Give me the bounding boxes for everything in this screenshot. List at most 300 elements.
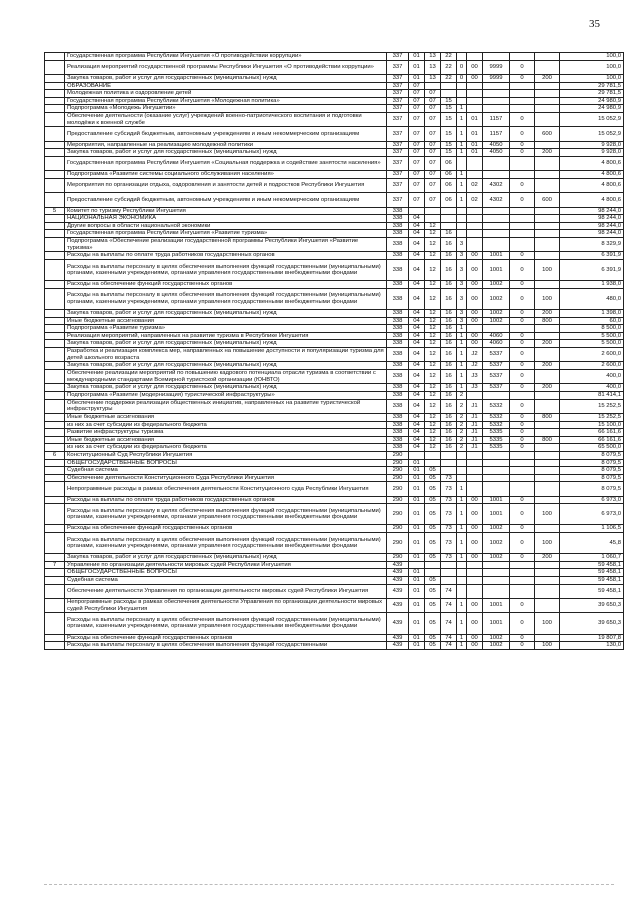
expense-type-code: 200 (535, 149, 560, 157)
event-code (467, 53, 483, 61)
row-number (45, 230, 65, 238)
expense-subcode: 0 (510, 281, 535, 289)
subsection-code: 12 (425, 222, 441, 230)
subprogram-code (457, 82, 467, 90)
subprogram-code: 0 (457, 74, 467, 82)
section-code: 04 (409, 362, 425, 370)
expense-type-code (535, 369, 560, 383)
subprogram-code: 2 (457, 444, 467, 452)
amount: 98 244,0 (560, 222, 624, 230)
subsection-code: 05 (425, 496, 441, 504)
subprogram-code: 1 (457, 599, 467, 613)
direction-code (483, 561, 510, 569)
subprogram-code (457, 474, 467, 482)
subsection-code: 05 (425, 533, 441, 554)
program-code (441, 90, 457, 98)
row-number: 5 (45, 207, 65, 215)
table-row (45, 141, 624, 149)
program-code: 06 (441, 193, 457, 207)
table-row (45, 482, 624, 496)
subprogram-code: 3 (457, 288, 467, 309)
amount: 1 398,0 (560, 310, 624, 318)
section-code: 04 (409, 260, 425, 281)
row-number (45, 577, 65, 585)
amount: 24 980,9 (560, 105, 624, 113)
subprogram-code: 1 (457, 504, 467, 525)
expense-subcode (510, 207, 535, 215)
amount: 66 161,6 (560, 429, 624, 437)
section-code (409, 207, 425, 215)
expense-type-code (535, 496, 560, 504)
program-code: 22 (441, 53, 457, 61)
program-code: 16 (441, 362, 457, 370)
expense-subcode (510, 451, 535, 459)
direction-code (483, 459, 510, 467)
program-code: 15 (441, 97, 457, 105)
direction-code: 1002 (483, 310, 510, 318)
amount: 59 458,1 (560, 577, 624, 585)
table-row (45, 577, 624, 585)
expense-type-code (535, 156, 560, 170)
row-name: Управление по организации деятельности мировых судей Республики Ингушетия (65, 561, 387, 569)
row-number (45, 569, 65, 577)
amount: 39 650,3 (560, 613, 624, 634)
expense-type-code: 200 (535, 384, 560, 392)
section-code: 07 (409, 127, 425, 141)
expense-subcode: 0 (510, 429, 535, 437)
row-name: Закупка товаров, работ и услуг для государственных (муниципальных) нужд (65, 384, 387, 392)
direction-code (483, 451, 510, 459)
grbs-code: 338 (387, 421, 409, 429)
program-code: 16 (441, 369, 457, 383)
subsection-code: 07 (425, 105, 441, 113)
amount: 29 781,5 (560, 82, 624, 90)
event-code: 00 (467, 504, 483, 525)
subsection-code: 12 (425, 413, 441, 421)
expense-type-code (535, 90, 560, 98)
grbs-code: 338 (387, 260, 409, 281)
event-code: 00 (467, 288, 483, 309)
row-number (45, 584, 65, 598)
direction-code: 5337 (483, 369, 510, 383)
grbs-code: 338 (387, 281, 409, 289)
row-name: Подпрограмма «Обеспечение реализации государственной программы Республики Ингушетия «Развитие туризма» (65, 238, 387, 252)
event-code: 00 (467, 525, 483, 533)
table-row (45, 413, 624, 421)
direction-code: 1001 (483, 613, 510, 634)
row-number (45, 325, 65, 333)
program-code: 16 (441, 413, 457, 421)
program-code: 06 (441, 156, 457, 170)
expense-type-code: 200 (535, 362, 560, 370)
section-code: 04 (409, 281, 425, 289)
row-number (45, 310, 65, 318)
direction-code: 9999 (483, 74, 510, 82)
subprogram-code: 1 (457, 171, 467, 179)
expense-subcode: 0 (510, 436, 535, 444)
row-name: Иные бюджетные ассигнования (65, 317, 387, 325)
expense-type-code (535, 525, 560, 533)
section-code: 07 (409, 193, 425, 207)
direction-code: 1002 (483, 642, 510, 650)
subsection-code: 12 (425, 281, 441, 289)
direction-code: 1001 (483, 599, 510, 613)
expense-subcode (510, 82, 535, 90)
row-name: Предоставление субсидий бюджетным, автономным учреждениям и иным некоммерческим организациям (65, 127, 387, 141)
amount: 8 079,5 (560, 467, 624, 475)
table-row (45, 525, 624, 533)
expense-subcode: 0 (510, 252, 535, 260)
grbs-code: 338 (387, 215, 409, 223)
expense-subcode (510, 391, 535, 399)
direction-code (483, 222, 510, 230)
row-number (45, 260, 65, 281)
row-name: Мероприятия по организации отдыха, оздоровления и занятости детей и подростков Республики Ингушетия (65, 178, 387, 192)
section-code: 01 (409, 459, 425, 467)
event-code: 00 (467, 634, 483, 642)
expense-type-code: 100 (535, 613, 560, 634)
section-code: 01 (409, 60, 425, 74)
amount: 4 800,6 (560, 178, 624, 192)
subsection-code (425, 459, 441, 467)
grbs-code: 337 (387, 112, 409, 126)
amount: 5 500,0 (560, 340, 624, 348)
direction-code: 5332 (483, 399, 510, 413)
grbs-code: 439 (387, 569, 409, 577)
row-name: Судебная система (65, 577, 387, 585)
grbs-code: 338 (387, 362, 409, 370)
subsection-code: 05 (425, 642, 441, 650)
subprogram-code: 3 (457, 252, 467, 260)
direction-code: 5335 (483, 436, 510, 444)
row-name: Государственная программа Республики Ингушетия «Социальная поддержка и содействие занятости населения» (65, 156, 387, 170)
subprogram-code (457, 467, 467, 475)
row-name: Закупка товаров, работ и услуг для государственных (муниципальных) нужд (65, 149, 387, 157)
section-code: 07 (409, 105, 425, 113)
subsection-code: 05 (425, 613, 441, 634)
row-number (45, 504, 65, 525)
program-code: 16 (441, 230, 457, 238)
amount: 59 458,1 (560, 561, 624, 569)
row-number (45, 215, 65, 223)
expense-subcode: 0 (510, 369, 535, 383)
expense-type-code: 800 (535, 413, 560, 421)
subsection-code: 12 (425, 288, 441, 309)
row-number (45, 222, 65, 230)
grbs-code: 439 (387, 642, 409, 650)
row-number (45, 149, 65, 157)
subprogram-code: 3 (457, 281, 467, 289)
row-name: Конституционный Суд Республики Ингушетия (65, 451, 387, 459)
program-code: 15 (441, 141, 457, 149)
direction-code (483, 171, 510, 179)
grbs-code: 338 (387, 310, 409, 318)
event-code: 00 (467, 613, 483, 634)
expense-type-code: 200 (535, 554, 560, 562)
row-name: Расходы на выплаты персоналу в целях обеспечения выполнения функций государственными (муниципальными) органами, казенными учреждениями, органами управления государственными внебюджетными фондами (65, 504, 387, 525)
row-number (45, 332, 65, 340)
section-code: 04 (409, 369, 425, 383)
expense-type-code (535, 171, 560, 179)
program-code: 16 (441, 429, 457, 437)
expense-subcode: 0 (510, 642, 535, 650)
section-code: 01 (409, 74, 425, 82)
section-code (409, 451, 425, 459)
table-row (45, 421, 624, 429)
subsection-code: 05 (425, 525, 441, 533)
subprogram-code: 3 (457, 310, 467, 318)
expense-subcode (510, 561, 535, 569)
subprogram-code: 2 (457, 436, 467, 444)
table-row (45, 252, 624, 260)
table-row (45, 391, 624, 399)
expense-type-code (535, 474, 560, 482)
amount: 1 060,7 (560, 554, 624, 562)
expense-subcode: 0 (510, 260, 535, 281)
grbs-code: 290 (387, 474, 409, 482)
event-code: 01 (467, 141, 483, 149)
row-number (45, 347, 65, 361)
program-code: 15 (441, 105, 457, 113)
row-number (45, 362, 65, 370)
expense-subcode: 0 (510, 317, 535, 325)
subsection-code: 05 (425, 577, 441, 585)
row-number (45, 467, 65, 475)
event-code: J1 (467, 444, 483, 452)
expense-subcode (510, 97, 535, 105)
grbs-code: 439 (387, 584, 409, 598)
expense-subcode (510, 482, 535, 496)
row-name: Предоставление субсидий бюджетным, автономным учреждениям и иным некоммерческим организациям (65, 193, 387, 207)
section-code: 04 (409, 230, 425, 238)
section-code: 01 (409, 642, 425, 650)
row-name: ОБЩЕГОСУДАРСТВЕННЫЕ ВОПРОСЫ (65, 459, 387, 467)
subprogram-code: 3 (457, 260, 467, 281)
event-code (467, 105, 483, 113)
row-number (45, 634, 65, 642)
event-code (467, 467, 483, 475)
amount: 2 600,0 (560, 362, 624, 370)
expense-subcode (510, 238, 535, 252)
event-code: 00 (467, 310, 483, 318)
row-number (45, 141, 65, 149)
grbs-code: 338 (387, 230, 409, 238)
amount: 81 414,1 (560, 391, 624, 399)
expense-subcode: 0 (510, 554, 535, 562)
event-code (467, 584, 483, 598)
section-code: 04 (409, 340, 425, 348)
subprogram-code (457, 215, 467, 223)
direction-code (483, 230, 510, 238)
subprogram-code: 1 (457, 613, 467, 634)
table-row (45, 238, 624, 252)
row-number (45, 105, 65, 113)
row-name: Расходы на выплаты персоналу в целях обеспечения выполнения функций государственными (муниципальными) органами, казенными учреждениями, органами управления государственными внебюджетными фондами (65, 288, 387, 309)
budget-table (44, 52, 624, 650)
expense-type-code (535, 325, 560, 333)
direction-code: 4060 (483, 340, 510, 348)
subprogram-code: 1 (457, 634, 467, 642)
expense-subcode: 0 (510, 599, 535, 613)
row-name: ОБРАЗОВАНИЕ (65, 82, 387, 90)
event-code (467, 222, 483, 230)
section-code: 04 (409, 436, 425, 444)
subprogram-code: 1 (457, 178, 467, 192)
row-name: Государственная программа Республики Ингушетия «О противодействии коррупции» (65, 53, 387, 61)
expense-type-code (535, 444, 560, 452)
program-code (441, 569, 457, 577)
event-code (467, 156, 483, 170)
expense-type-code (535, 252, 560, 260)
expense-subcode (510, 53, 535, 61)
event-code (467, 238, 483, 252)
row-number (45, 74, 65, 82)
row-name: Непрограммные расходы в рамках обеспечения деятельности Управления по организации деятельности мировых судей Республики Ингушетия (65, 599, 387, 613)
program-code: 73 (441, 504, 457, 525)
amount: 15 100,0 (560, 421, 624, 429)
subprogram-code (457, 561, 467, 569)
event-code: 00 (467, 332, 483, 340)
expense-subcode: 0 (510, 525, 535, 533)
event-code: J2 (467, 347, 483, 361)
row-number (45, 281, 65, 289)
row-number (45, 642, 65, 650)
program-code: 16 (441, 238, 457, 252)
event-code: 02 (467, 178, 483, 192)
expense-subcode (510, 90, 535, 98)
expense-subcode: 0 (510, 496, 535, 504)
page-bottom-divider (44, 884, 614, 885)
row-name: Другие вопросы в области национальной экономики (65, 222, 387, 230)
table-row (45, 53, 624, 61)
expense-type-code (535, 60, 560, 74)
subsection-code: 12 (425, 362, 441, 370)
subprogram-code: 3 (457, 238, 467, 252)
grbs-code: 290 (387, 533, 409, 554)
program-code: 16 (441, 340, 457, 348)
section-code: 04 (409, 444, 425, 452)
program-code (441, 222, 457, 230)
row-name: Обеспечение деятельности Управления по организации деятельности мировых судей Республики Ингушетия (65, 584, 387, 598)
subprogram-code (457, 230, 467, 238)
subprogram-code (457, 584, 467, 598)
program-code: 16 (441, 421, 457, 429)
event-code: 00 (467, 599, 483, 613)
page-number: 35 (589, 18, 600, 30)
row-name: Расходы на выплаты по оплате труда работников государственных органов (65, 496, 387, 504)
row-number (45, 193, 65, 207)
grbs-code: 338 (387, 399, 409, 413)
subsection-code: 12 (425, 436, 441, 444)
expense-subcode (510, 222, 535, 230)
subprogram-code (457, 97, 467, 105)
table-row (45, 193, 624, 207)
event-code (467, 325, 483, 333)
section-code: 01 (409, 584, 425, 598)
direction-code: 5335 (483, 429, 510, 437)
table-row (45, 436, 624, 444)
expense-type-code (535, 347, 560, 361)
section-code: 01 (409, 467, 425, 475)
event-code: 00 (467, 554, 483, 562)
subsection-code: 12 (425, 347, 441, 361)
subprogram-code: 1 (457, 384, 467, 392)
grbs-code: 337 (387, 53, 409, 61)
amount: 98 244,0 (560, 215, 624, 223)
row-name: Государственная программа Республики Ингушетия «Молодежная политика» (65, 97, 387, 105)
program-code: 16 (441, 310, 457, 318)
event-code: 01 (467, 149, 483, 157)
expense-type-code (535, 561, 560, 569)
amount: 480,0 (560, 288, 624, 309)
program-code (441, 561, 457, 569)
expense-subcode: 0 (510, 149, 535, 157)
direction-code: 4050 (483, 149, 510, 157)
row-name: Подпрограмма «Развитие системы социального обслуживания населения» (65, 171, 387, 179)
subsection-code: 07 (425, 90, 441, 98)
expense-type-code (535, 391, 560, 399)
section-code (409, 561, 425, 569)
row-number (45, 421, 65, 429)
row-number (45, 482, 65, 496)
program-code: 73 (441, 525, 457, 533)
expense-subcode: 0 (510, 444, 535, 452)
expense-subcode: 0 (510, 347, 535, 361)
expense-type-code (535, 399, 560, 413)
table-row (45, 451, 624, 459)
row-number (45, 399, 65, 413)
event-code: J3 (467, 384, 483, 392)
grbs-code: 338 (387, 325, 409, 333)
event-code: 00 (467, 317, 483, 325)
event-code: J1 (467, 436, 483, 444)
expense-subcode: 0 (510, 504, 535, 525)
grbs-code: 439 (387, 634, 409, 642)
amount: 8 079,5 (560, 459, 624, 467)
subsection-code: 05 (425, 467, 441, 475)
subprogram-code: 1 (457, 105, 467, 113)
expense-subcode: 0 (510, 112, 535, 126)
expense-subcode (510, 577, 535, 585)
row-name: Иные бюджетные ассигнования (65, 413, 387, 421)
direction-code (483, 238, 510, 252)
program-code: 22 (441, 74, 457, 82)
amount: 59 458,1 (560, 584, 624, 598)
subprogram-code: 1 (457, 533, 467, 554)
event-code: J2 (467, 362, 483, 370)
section-code: 01 (409, 599, 425, 613)
row-number (45, 436, 65, 444)
row-number (45, 317, 65, 325)
event-code: J1 (467, 413, 483, 421)
expense-subcode: 0 (510, 413, 535, 421)
expense-type-code: 200 (535, 310, 560, 318)
expense-subcode (510, 156, 535, 170)
expense-subcode: 0 (510, 533, 535, 554)
grbs-code: 290 (387, 459, 409, 467)
section-code: 01 (409, 569, 425, 577)
direction-code: 1002 (483, 281, 510, 289)
event-code: 01 (467, 112, 483, 126)
expense-type-code (535, 53, 560, 61)
table-row (45, 362, 624, 370)
grbs-code: 338 (387, 347, 409, 361)
row-name: Подпрограмма «Молодежь Ингушетии» (65, 105, 387, 113)
amount: 29 781,5 (560, 90, 624, 98)
subsection-code: 12 (425, 317, 441, 325)
amount: 130,0 (560, 642, 624, 650)
grbs-code: 338 (387, 413, 409, 421)
